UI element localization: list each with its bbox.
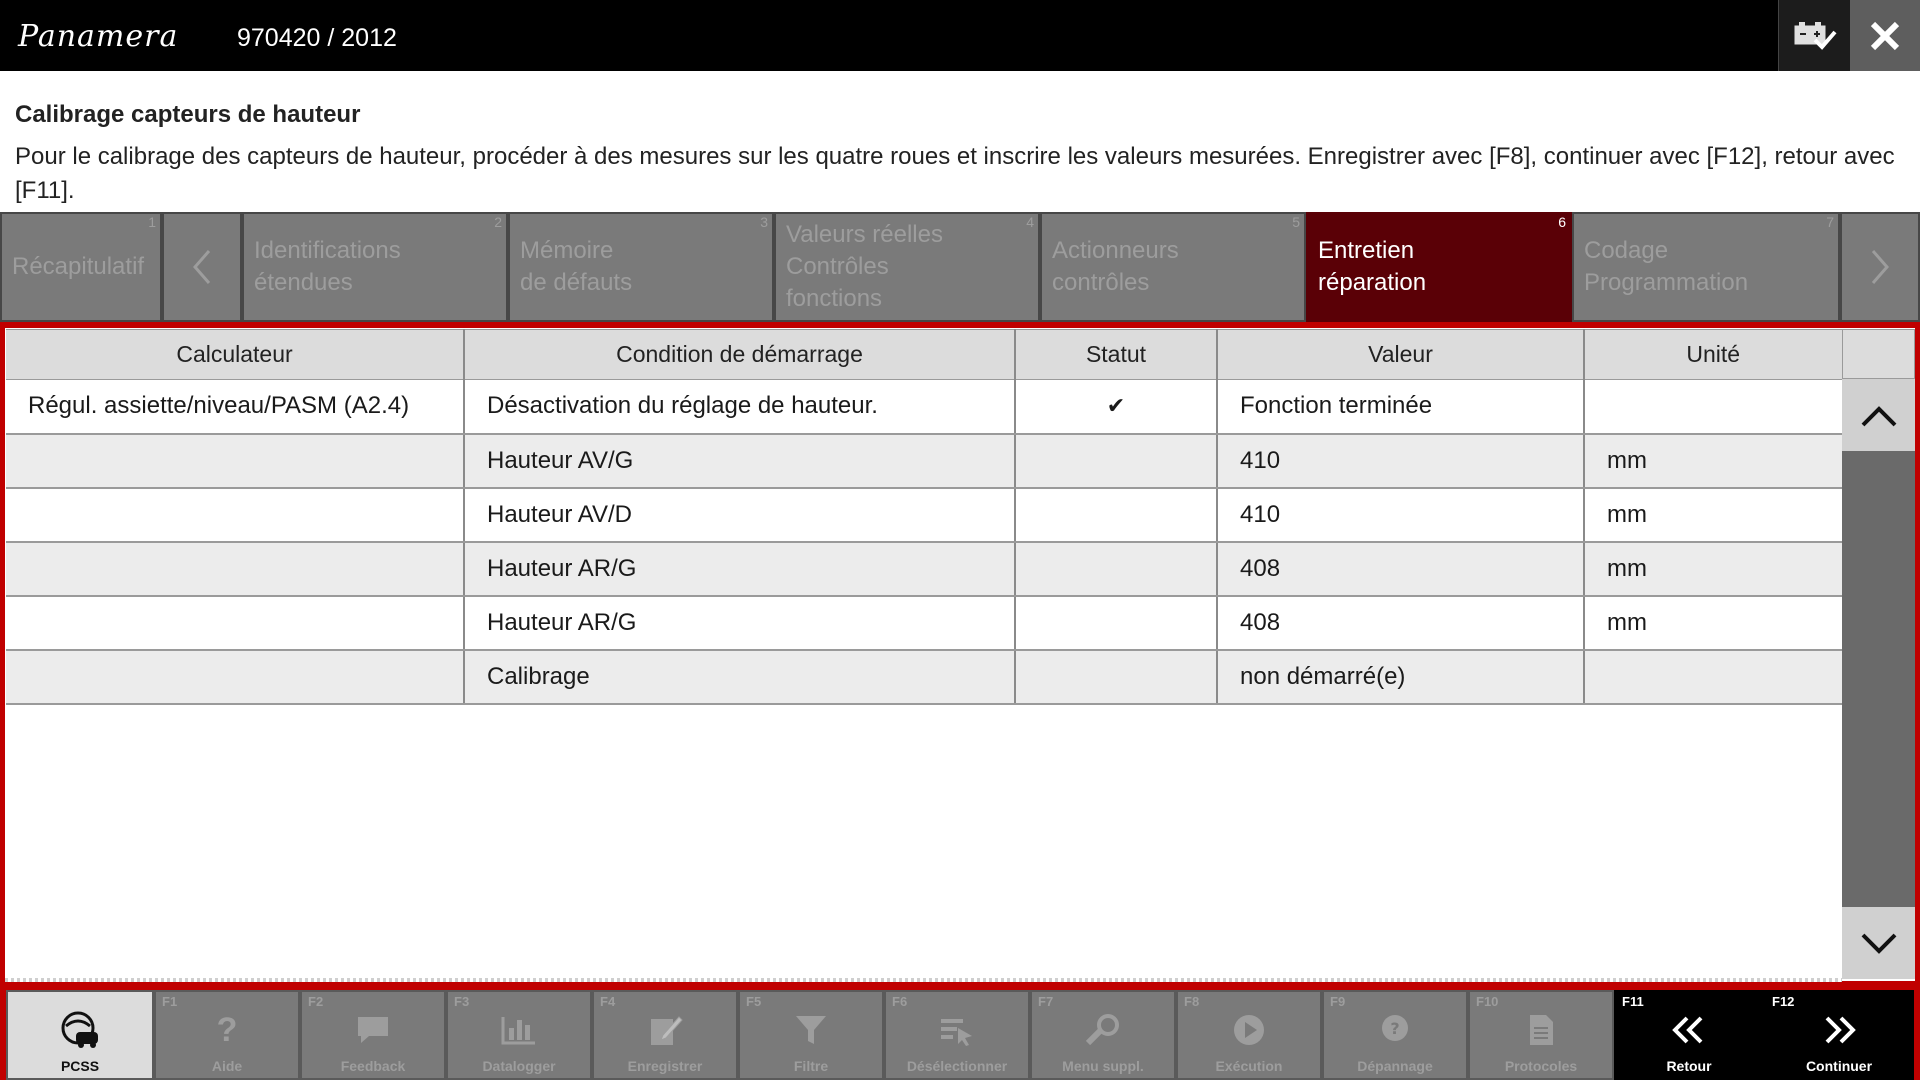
more-menu-button[interactable] (1030, 990, 1176, 1080)
fkey-number: F10 (1476, 994, 1499, 1009)
save-icon (594, 1010, 736, 1050)
troubleshoot-button[interactable] (1322, 990, 1468, 1080)
fkey-number: F9 (1330, 994, 1346, 1009)
table-row[interactable] (6, 596, 1842, 650)
scroll-down-button[interactable] (1842, 907, 1915, 979)
page-title: Calibrage capteurs de hauteur (15, 101, 361, 128)
fkey-number: F2 (308, 994, 324, 1009)
fkey-label: Enregistrer (627, 1058, 703, 1074)
menu-icon (1032, 1010, 1174, 1050)
tab-memoire-defauts[interactable] (508, 212, 774, 322)
cell-condition: Calibrage (464, 650, 1015, 704)
pcss-icon (8, 1010, 152, 1050)
close-icon (1868, 19, 1902, 53)
scroll-up-button[interactable] (1842, 379, 1915, 451)
table-row[interactable] (6, 434, 1842, 488)
cell-statut (1015, 650, 1217, 704)
header-calculateur: Calculateur (6, 330, 464, 380)
fkey-label: Aide (211, 1058, 243, 1074)
execute-icon (1178, 1010, 1320, 1050)
battery-check-icon (1793, 20, 1837, 52)
tab-label: Entretien réparation (1318, 237, 1427, 296)
cell-calculateur: Régul. assiette/niveau/PASM (A2.4) (6, 380, 464, 434)
fkey-label: Feedback (340, 1058, 406, 1074)
fkey-number: F6 (892, 994, 908, 1009)
filter-button[interactable] (738, 990, 884, 1080)
save-button[interactable] (592, 990, 738, 1080)
tab-number: 3 (760, 214, 768, 230)
table-header-row (6, 330, 1842, 380)
tab-codage[interactable] (1572, 212, 1840, 322)
tab-label: Codage Programmation (1584, 237, 1749, 296)
tab-label: Identifications étendues (254, 237, 401, 296)
cell-valeur: Fonction terminée (1217, 380, 1584, 434)
fkey-label: PCSS (60, 1058, 100, 1074)
cell-valeur: 410 (1217, 434, 1584, 488)
continue-button[interactable] (1764, 990, 1914, 1080)
vehicle-connection-button[interactable] (1778, 0, 1850, 71)
model-logo: Panamera (18, 19, 179, 54)
tab-label: Actionneurs contrôles (1052, 237, 1179, 296)
tab-bar (0, 212, 1920, 322)
fkey-number: F4 (600, 994, 616, 1009)
deselect-icon (886, 1010, 1028, 1050)
chevron-left-icon (187, 247, 217, 287)
content-frame (0, 322, 1920, 986)
fkey-number: F7 (1038, 994, 1054, 1009)
scroll-header (1842, 329, 1915, 379)
tab-number: 2 (494, 214, 502, 230)
cell-condition: Hauteur AV/G (464, 434, 1015, 488)
tab-label: Valeurs réelles Contrôles fonctions (786, 221, 943, 312)
table-row[interactable] (6, 650, 1842, 704)
cell-statut (1015, 434, 1217, 488)
cell-valeur: non démarré(e) (1217, 650, 1584, 704)
cell-calculateur (6, 542, 464, 596)
chevron-up-icon (1859, 401, 1899, 429)
fkey-label: Datalogger (482, 1058, 556, 1074)
cell-statut (1015, 542, 1217, 596)
vehicle-info: 970420 / 2012 (237, 24, 397, 52)
tab-number: 6 (1558, 214, 1566, 230)
help-button[interactable] (154, 990, 300, 1080)
header-unite: Unité (1584, 330, 1842, 380)
tab-scroll-left-button[interactable] (162, 212, 242, 322)
fkey-label: Filtre (793, 1058, 829, 1074)
tab-recapitulatif[interactable] (0, 212, 162, 322)
page-description: Pour le calibrage des capteurs de hauteur, procéder à des mesures sur les quatre roues et inscrire les valeurs mesurées. Enregistrer avec [F8], continuer avec [F12], retour avec [F11]. (15, 143, 1895, 204)
cell-unite: mm (1584, 542, 1842, 596)
cell-condition: Hauteur AR/G (464, 596, 1015, 650)
close-button[interactable] (1850, 0, 1920, 71)
header-condition: Condition de démarrage (464, 330, 1015, 380)
troubleshoot-icon (1324, 1010, 1466, 1050)
fkey-label: Retour (1666, 1058, 1712, 1074)
cell-statut (1015, 488, 1217, 542)
fkey-label: Dépannage (1357, 1058, 1433, 1074)
tab-valeurs-reelles[interactable] (774, 212, 1040, 322)
fkey-label: Continuer (1805, 1058, 1873, 1074)
cell-condition: Désactivation du réglage de hauteur. (464, 380, 1015, 434)
cell-unite: mm (1584, 596, 1842, 650)
fkey-label: Menu suppl. (1062, 1058, 1144, 1074)
frame-divider (5, 978, 1842, 982)
header-valeur: Valeur (1217, 330, 1584, 380)
back-icon (1616, 1010, 1762, 1050)
fkey-label: Désélectionner (906, 1058, 1008, 1074)
cell-unite (1584, 650, 1842, 704)
protocols-icon (1470, 1010, 1612, 1050)
fkey-label: Exécution (1215, 1058, 1283, 1074)
cell-unite (1584, 380, 1842, 434)
tab-entretien-reparation[interactable] (1306, 212, 1572, 322)
deselect-button[interactable] (884, 990, 1030, 1080)
fkey-number: F3 (454, 994, 470, 1009)
cell-statut (1015, 596, 1217, 650)
back-button[interactable] (1614, 990, 1764, 1080)
protocols-button[interactable] (1468, 990, 1614, 1080)
execute-button[interactable] (1176, 990, 1322, 1080)
tab-actionneurs[interactable] (1040, 212, 1306, 322)
tab-number: 1 (148, 214, 156, 230)
tab-identifications[interactable] (242, 212, 508, 322)
tab-number: 4 (1026, 214, 1034, 230)
scroll-track[interactable] (1842, 451, 1915, 907)
top-bar (0, 0, 1920, 71)
chevron-down-icon (1859, 929, 1899, 957)
check-icon: ✔ (1106, 393, 1126, 419)
cell-calculateur (6, 434, 464, 488)
tab-number: 7 (1826, 214, 1834, 230)
cell-unite: mm (1584, 488, 1842, 542)
cell-statut (1015, 380, 1217, 434)
tab-number: 5 (1292, 214, 1300, 230)
tab-label: Récapitulatif (12, 253, 145, 280)
feedback-button[interactable] (300, 990, 446, 1080)
cell-valeur: 408 (1217, 542, 1584, 596)
datalogger-icon (448, 1010, 590, 1050)
cell-calculateur (6, 596, 464, 650)
tab-label: Mémoire de défauts (520, 237, 633, 296)
fkey-number: F5 (746, 994, 762, 1009)
svg-text:?: ? (1390, 1019, 1400, 1038)
chevron-right-icon (1865, 247, 1895, 287)
table-row[interactable] (6, 488, 1842, 542)
table-row[interactable] (6, 380, 1842, 434)
cell-valeur: 410 (1217, 488, 1584, 542)
values-table (6, 329, 1843, 705)
cell-condition: Hauteur AR/G (464, 542, 1015, 596)
cell-calculateur (6, 488, 464, 542)
fkey-number: F8 (1184, 994, 1200, 1009)
help-icon: ? (216, 1010, 238, 1049)
cell-unite: mm (1584, 434, 1842, 488)
fkey-number: F12 (1772, 994, 1795, 1009)
cell-condition: Hauteur AV/D (464, 488, 1015, 542)
filter-icon (740, 1010, 882, 1050)
fkey-number: F1 (162, 994, 178, 1009)
cell-valeur: 408 (1217, 596, 1584, 650)
function-key-bar (0, 986, 1920, 1080)
datalogger-button[interactable] (446, 990, 592, 1080)
cell-calculateur (6, 650, 464, 704)
table-row[interactable] (6, 542, 1842, 596)
tab-scroll-right-button[interactable] (1840, 212, 1920, 322)
feedback-icon (302, 1010, 444, 1050)
fkey-number: F11 (1622, 994, 1644, 1009)
continue-icon (1766, 1010, 1912, 1050)
fkey-label: Protocoles (1504, 1058, 1578, 1074)
pcss-button[interactable] (6, 990, 154, 1080)
header-statut: Statut (1015, 330, 1217, 380)
